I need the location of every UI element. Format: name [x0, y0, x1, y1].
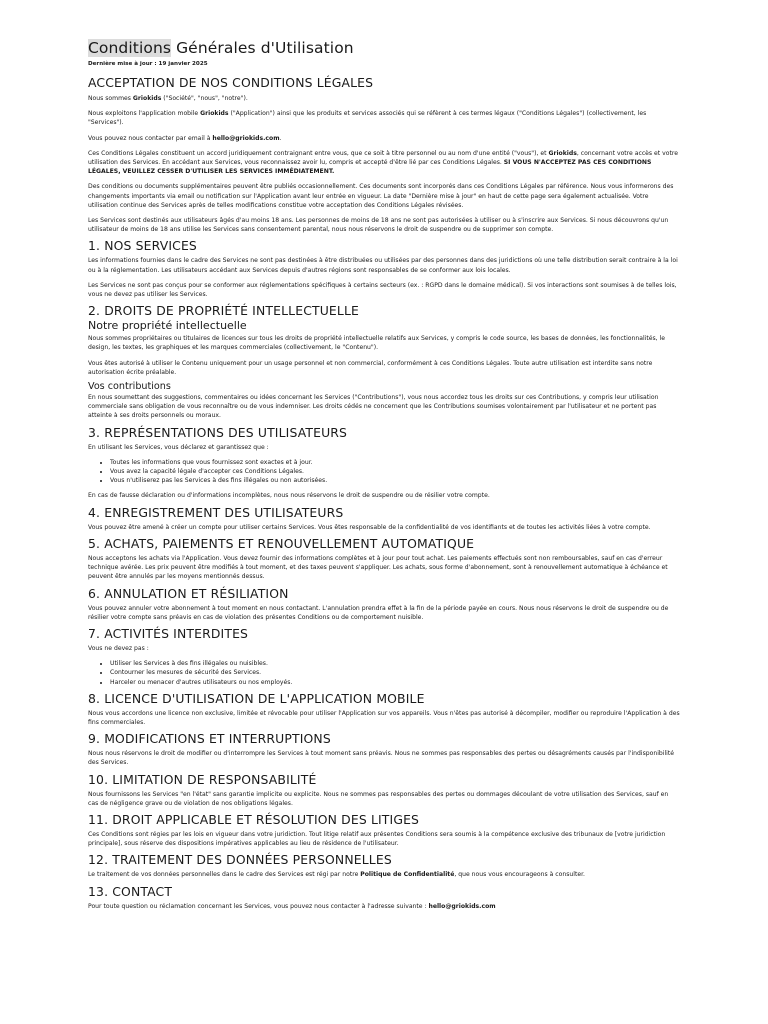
section-11-p1: Ces Conditions sont régies par les lois en vigueur dans votre juridiction. Tout litige relatif aux présentes Conditions sera soumis à la compétence exclusive des tribunaux de [votre juridiction principale], sous réserve des dispositions impératives applicables au lieu de résidence de l'utilisateur.	[88, 830, 666, 848]
section-13-heading: 13. CONTACT	[88, 883, 173, 899]
section-7-list	[88, 659, 680, 687]
section-2-p1: Nous sommes propriétaires ou titulaires de licences sur tous les droits de propriété intellectuelle relatifs aux Services, y compris le code source, les bases de données, les fonctionnalités, le design, les textes, les graphiques et les marques commerciales (collectivement, le "Contenu").	[88, 335, 666, 352]
section-2-p3: En nous soumettant des suggestions, commentaires ou idées concernant les Services ("Contributions"), vous nous accordez tous les droits sur ces Contributions, y compris leur utilisation commerciale sans obligation de vous reconnaître ou de vous indemniser. Les droits cédés ne concernent que les Contributions soumises volontairement par l'utilisateur et ne portent pas atteinte à ses droits personnels ou moraux.	[88, 394, 659, 420]
section-4-heading: 4. ENREGISTREMENT DES UTILISATEURS	[88, 504, 344, 520]
section-9-heading: 9. MODIFICATIONS ET INTERRUPTIONS	[88, 731, 331, 747]
section-7-intro: Vous ne devez pas :	[88, 644, 149, 652]
contact-email-link[interactable]: hello@griokids.com	[428, 902, 496, 910]
section-12-p1: Le traitement de vos données personnelles dans le cadre des Services est régi par notre Politique de Confidentialité, que nous vous encourageons à consulter.	[88, 871, 585, 879]
acceptance-p2: Nous exploitons l'application mobile Griokids ("Application") ainsi que les produits et services associés qui se réfèrent à ces termes légaux ("Conditions Légales") (collectivement, les "Services").	[88, 110, 647, 127]
privacy-policy-link[interactable]: Politique de Confidentialité	[360, 871, 455, 879]
acceptance-p3: Vous pouvez nous contacter par email à hello@griokids.com.	[88, 134, 282, 142]
section-10-p1: Nous fournissons les Services "en l'état" sans garantie implicite ou explicite. Nous ne sommes pas responsables des pertes ou dommages découlant de votre utilisation des Services, sauf en cas de négligence grave ou de violation de nos obligations légales.	[88, 790, 669, 807]
section-11-heading: 11. DROIT APPLICABLE ET RÉSOLUTION DES LITIGES	[88, 811, 420, 827]
section-3-p2: En cas de fausse déclaration ou d'informations incomplètes, nous nous réservons le droit de suspendre ou de résilier votre compte.	[88, 492, 490, 500]
section-10-heading: 10. LIMITATION DE RESPONSABILITÉ	[88, 771, 317, 787]
last-update-date: Dernière mise à jour : 19 janvier 2025	[88, 61, 208, 67]
section-2-heading: 2. DROITS DE PROPRIÉTÉ INTELLECTUELLE	[88, 303, 359, 319]
section-3-list	[88, 458, 680, 486]
acceptance-heading: ACCEPTATION DE NOS CONDITIONS LÉGALES	[88, 75, 374, 90]
contact-email-link[interactable]: hello@griokids.com	[212, 134, 280, 142]
section-1-heading: 1. NOS SERVICES	[88, 238, 197, 254]
section-12-heading: 12. TRAITEMENT DES DONNÉES PERSONNELLES	[88, 852, 392, 868]
section-3-intro: En utilisant les Services, vous déclarez et garantissez que :	[88, 443, 269, 451]
section-5-p1: Nous acceptons les achats via l'Application. Vous devez fournir des informations complètes et à jour pour tout achat. Les paiements effectués sont non remboursables, sauf en cas d'erreur technique avérée. Les prix peuvent être modifiés à tout moment, et des taxes peuvent s'appliquer. Les achats, sous forme d'abonnement, sont à renouvellement automatique à échéance et peuvent être annulés par les moyens mentionnés dessus.	[88, 554, 668, 581]
section-2-p2: Vous êtes autorisé à utiliser le Contenu uniquement pour un usage personnel et non commercial, conformément à ces Conditions Légales. Toute autre utilisation est interdite sans notre autorisation écrite préalable.	[88, 359, 653, 376]
section-2-subheading-ip: Notre propriété intellectuelle	[88, 319, 247, 333]
section-8-p1: Nous vous accordons une licence non exclusive, limitée et révocable pour utiliser l'Application sur vos appareils. Vous n'êtes pas autorisé à décompiler, modifier ou reproduire l'Application à des fins commerciales.	[88, 709, 680, 726]
list-item: • Utiliser les Services à des fins illégales ou nuisibles.	[110, 659, 680, 668]
list-item: • Harceler ou menacer d'autres utilisateurs ou nos employés.	[110, 678, 680, 687]
page-title	[88, 38, 680, 58]
section-3-heading: 3. REPRÉSENTATIONS DES UTILISATEURS	[88, 424, 348, 440]
section-8-heading: 8. LICENCE D'UTILISATION DE L'APPLICATION MOBILE	[88, 690, 425, 706]
section-4-p1: Vous pouvez être amené à créer un compte pour utiliser certains Services. Vous êtes responsable de la confidentialité de vos identifiants et de toutes les activités liées à votre compte.	[88, 523, 651, 531]
list-item: • Toutes les informations que vous fournissez sont exactes et à jour.	[110, 458, 680, 467]
acceptance-p1: Nous sommes Griokids ("Société", "nous", "notre").	[88, 95, 248, 102]
list-item: • Contourner les mesures de sécurité des Services.	[110, 668, 680, 677]
section-6-p1: Vous pouvez annuler votre abonnement à tout moment en nous contactant. L'annulation prendra effet à la fin de la période payée en cours. Nous nous réservons le droit de suspendre ou de résilier votre compte sans préavis en cas de violation des présentes Conditions ou de comportement nuisible.	[88, 604, 669, 621]
section-5-heading: 5. ACHATS, PAIEMENTS ET RENOUVELLEMENT AUTOMATIQUE	[88, 535, 475, 551]
acceptance-p4: Ces Conditions Légales constituent un accord juridiquement contraignant entre vous, que ce soit à titre personnel ou au nom d'une entité ("vous"), et Griokids, concernant votre accès et votre utilisation des Services. En accédant aux Services, vous reconnaissez avoir lu, compris et accepté d'être lié par ces Conditions Légales. SI VOUS N'ACCEPTEZ PAS CES CONDITIONS LÉGALES, VEUILLEZ CESSER D'UTILISER LES SERVICES IMMÉDIATEMENT.	[88, 149, 678, 176]
acceptance-p6: Les Services sont destinés aux utilisateurs âgés d'au moins 18 ans. Les personnes de moins de 18 ans ne sont pas autorisées à utiliser ou à s'inscrire aux Services. Si nous découvrons qu'un utilisateur de moins de 18 ans utilise les Services sans consentement parental, nous nous réservons le droit de suspendre ou de supprimer son compte.	[88, 217, 669, 234]
section-1-p1: Les informations fournies dans le cadre des Services ne sont pas destinées à être distribuées ou utilisées par des personnes dans des juridictions où une telle distribution serait contraire à la loi ou à la réglementation. Les utilisateurs accédant aux Services depuis d'autres régions sont responsables de se conformer aux lois locales.	[88, 257, 678, 274]
section-7-heading: 7. ACTIVITÉS INTERDITES	[88, 625, 249, 641]
page-title-highlight: Conditions	[88, 39, 172, 57]
section-1-p2: Les Services ne sont pas conçus pour se conformer aux réglementations spécifiques à certains secteurs (ex. : RGPD dans le domaine médical). Si vos interactions sont soumises à de telles lois, vous ne devez pas utiliser les Services.	[88, 281, 677, 299]
acceptance-p5: Des conditions ou documents supplémentaires peuvent être publiés occasionnellement. Ces documents sont incorporés dans ces Conditions Légales par référence. Nous vous informerons des changements importants via email ou notification sur l'Application avant leur entrée en vigueur. La date "Dernière mise à jour" en haut de cette page sera également actualisée. Votre utilisation continue des Services après de telles modifications constitue votre acceptation des Conditions Légales révisées.	[88, 183, 674, 209]
section-9-p1: Nous nous réservons le droit de modifier ou d'interrompre les Services à tout moment sans préavis. Nous ne sommes pas responsables des pertes ou désagréments causés par l'indisponibilité des Services.	[88, 750, 674, 767]
list-item: • Vous n'utiliserez pas les Services à des fins illégales ou non autorisées.	[110, 476, 680, 485]
page-title-rest: Générales d'Utilisation	[171, 39, 354, 57]
section-13-p1: Pour toute question ou réclamation concernant les Services, vous pouvez nous contacter à l'adresse suivante : hello@griokids.com	[88, 902, 496, 910]
section-6-heading: 6. ANNULATION ET RÉSILIATION	[88, 585, 289, 601]
list-item: • Vous avez la capacité légale d'accepter ces Conditions Légales.	[110, 467, 680, 476]
section-2-subheading-contributions: Vos contributions	[88, 381, 171, 393]
